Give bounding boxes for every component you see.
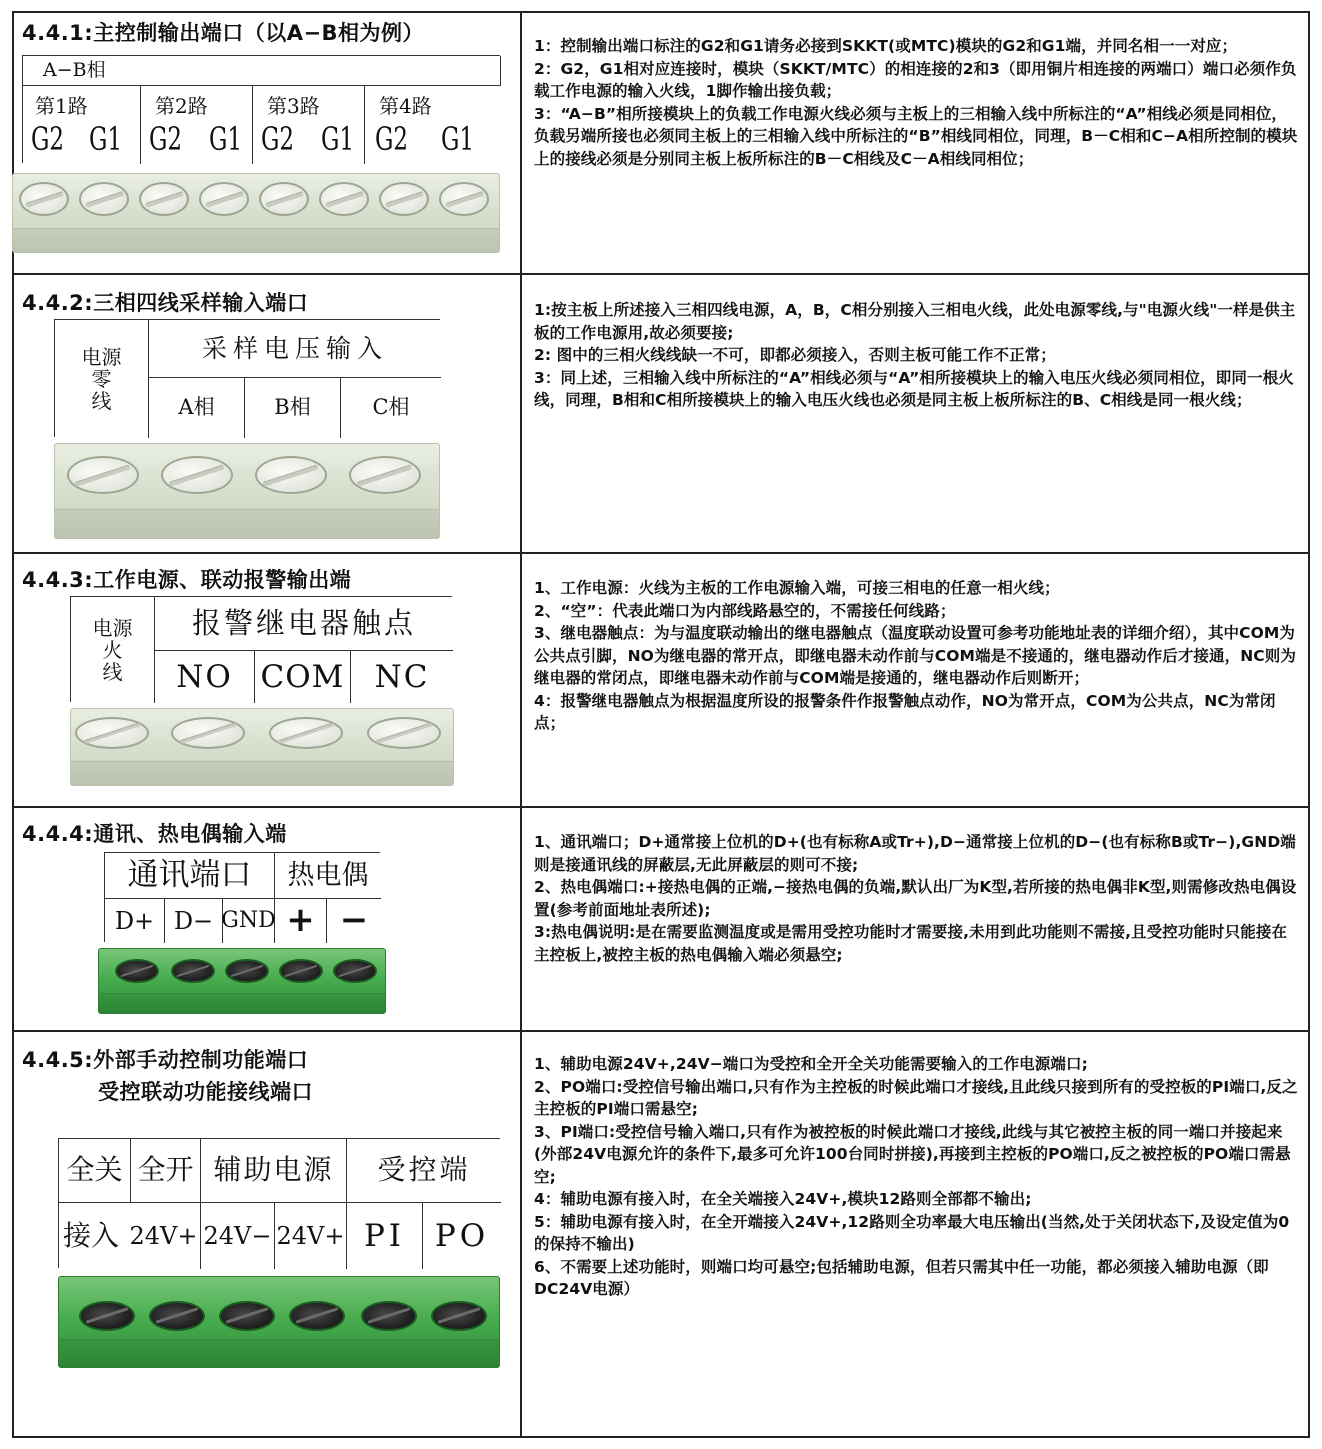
screw-icon	[161, 456, 233, 494]
group-label: 第3路	[267, 94, 320, 118]
screw-icon	[139, 182, 189, 216]
live-cell	[71, 597, 155, 703]
neutral-label: 零	[91, 367, 112, 391]
desc-paragraph: 2: 图中的三相火线线缺一不可，即都必须接入，否则主板可能工作不正常；	[534, 346, 1056, 364]
pin-24v-plus: 24V+	[127, 1203, 201, 1269]
screw-icon	[349, 456, 421, 494]
comm-pin-label: D−	[165, 899, 223, 943]
section-442-description	[522, 299, 1308, 549]
screw-icon	[367, 717, 441, 749]
screw-icon	[289, 1301, 345, 1331]
wiring-document	[12, 11, 1310, 1438]
screw-icon	[171, 717, 245, 749]
pin-po: PO	[434, 1217, 490, 1254]
pin-label: G1	[89, 120, 123, 158]
phase-label: B相	[245, 378, 341, 438]
section-444-description	[522, 831, 1308, 1029]
desc-paragraph: 2、“空”：代表此端口为内部线路悬空的，不需接任何线路；	[534, 601, 956, 620]
phase-label: C相	[372, 395, 410, 420]
screw-icon	[19, 182, 69, 216]
section-title: 4.4.3:工作电源、联动报警输出端	[22, 568, 352, 592]
output-label-table	[22, 55, 500, 163]
desc-paragraph: 6、不需要上述功能时，则端口均可悬空;包括辅助电源，但若只需其中任一功能，都必须接入辅助电源（即DC24V电源）	[534, 1257, 1269, 1298]
group-label: 第1路	[35, 94, 88, 118]
desc-paragraph: 2、热电偶端口:+接热电偶的正端,−接热电偶的负端,默认出厂为K型,若所接的热电偶非K型,则需修改热电偶设置(参考前面地址表所述);	[534, 878, 1297, 919]
desc-paragraph: 3：“A−B”相所接模块上的负载工作电源火线必须与主板上的三相输入线中所标注的“A”相线必须是同相位，负载另端所接也必须同主板上的三相输入线中所标注的“B”相线同相位，同理，B－C相和C−A相所控制的模块上的接线必须是分别同主板上板所标注的B－C相线及C－A相线同相位；	[534, 104, 1298, 168]
controlled-label: 受控端	[347, 1139, 501, 1203]
section-subtitle: 受控联动功能接线端口	[98, 1080, 313, 1104]
screw-icon	[219, 1301, 275, 1331]
desc-paragraph: 4：辅助电源有接入时，在全关端接入24V+,模块12路则全部都不输出;	[534, 1190, 1032, 1208]
screw-icon	[361, 1301, 417, 1331]
comm-pin-label: GND	[223, 899, 275, 943]
section-title: 4.4.4:通讯、热电偶输入端	[22, 822, 287, 846]
tc-header: 热电偶	[275, 853, 381, 899]
comm-header: 通讯端口	[105, 853, 275, 899]
section-441-left	[14, 13, 520, 273]
desc-paragraph: 2、PO端口:受控信号输出端口,只有作为主控板的时候此端口才接线,且此线只接到所有的受控板的PI端口,反之主控板的PI端口需悬空;	[534, 1077, 1298, 1118]
sampling-label-table	[54, 319, 440, 437]
contact-label: NC	[374, 658, 430, 695]
screw-icon	[225, 959, 269, 983]
screw-icon	[279, 959, 323, 983]
neutral-label: 电源	[81, 345, 122, 369]
screw-icon	[319, 182, 369, 216]
sampling-header: 采样电压输入	[149, 320, 441, 378]
section-444-left	[14, 808, 520, 1030]
aux-power-label: 辅助电源	[201, 1139, 347, 1203]
terminal-block-8	[12, 173, 500, 253]
section-title: 4.4.5:外部手动控制功能端口	[22, 1048, 309, 1072]
section-445-description	[522, 1053, 1308, 1433]
screw-icon	[259, 182, 309, 216]
section-442-left	[14, 275, 520, 552]
contact-label: NO	[155, 651, 255, 703]
screw-icon	[199, 182, 249, 216]
screw-icon	[115, 959, 159, 983]
pin-pi: PI	[347, 1203, 423, 1269]
screw-icon	[255, 456, 327, 494]
terminal-block-6	[58, 1276, 500, 1368]
neutral-label: 线	[91, 389, 112, 413]
pin-label: G2	[31, 120, 65, 158]
comm-pin-label: D+	[105, 899, 165, 943]
section-443-description	[522, 577, 1308, 805]
section-443-left	[14, 554, 520, 806]
live-label: 线	[102, 660, 123, 684]
screw-icon	[75, 717, 149, 749]
alarm-label-table	[70, 596, 452, 702]
pin-label: G1	[209, 120, 243, 158]
screw-icon	[171, 959, 215, 983]
pin-label: G2	[149, 120, 183, 158]
desc-paragraph: 1:按主板上所述接入三相四线电源，A，B，C相分别接入三相电火线，此处电源零线,与"电源火线"一样是供主板的工作电源用,故必须要接;	[534, 301, 1296, 342]
section-title: 4.4.2:三相四线采样输入端口	[22, 291, 309, 315]
screw-icon	[439, 182, 489, 216]
pin-label: G2	[261, 120, 295, 158]
section-441-description	[522, 35, 1308, 273]
desc-paragraph: 1、工作电源：火线为主板的工作电源输入端，可接三相电的任意一相火线；	[534, 579, 1060, 597]
pin-label: G1	[441, 120, 475, 158]
live-label: 电源	[92, 616, 133, 640]
section-445-left	[14, 1032, 520, 1438]
tc-pin-label: +	[275, 899, 327, 943]
screw-icon	[379, 182, 429, 216]
neutral-cell	[55, 320, 149, 438]
screw-icon	[333, 959, 377, 983]
pin-label: G1	[321, 120, 355, 158]
screw-icon	[431, 1301, 487, 1331]
live-label: 火	[102, 638, 123, 662]
phase-label: A相	[149, 378, 245, 438]
all-off-label: 全关	[59, 1139, 131, 1203]
desc-paragraph: 3、PI端口:受控信号输入端口,只有作为被控板的时候此端口才接线,此线与其它被控主板的同一端口并接起来(外部24V电源允许的条件下,最多可允许100台同时拼接),再接到主控板的PO端口,反之被控板的PO端口需悬空;	[534, 1122, 1291, 1186]
desc-paragraph: 3：同上述，三相输入线中所标注的“A”相线必须与“A”相所接模块上的输入电压火线必须同相位，即同一根火线，同理，B相和C相所接模块上的输入电压火线也必须是同主板上板所标注的B、C相线是同一根火线；	[534, 368, 1294, 409]
pin-24v-minus: 24V−	[201, 1203, 275, 1269]
control-label-table	[58, 1138, 500, 1268]
screw-icon	[67, 456, 139, 494]
pin-24v-plus: 24V+	[275, 1203, 347, 1269]
desc-paragraph: 3:热电偶说明:是在需要监测温度或是需用受控功能时才需要接,未用到此功能则不需接,且受控功能时只能接在主控板上,被控主板的热电偶输入端必须悬空;	[534, 923, 1288, 964]
input-label: 接入	[63, 1218, 120, 1252]
comm-label-table	[104, 852, 380, 942]
screw-icon	[269, 717, 343, 749]
desc-paragraph: 5：辅助电源有接入时，在全开端接入24V+,12路则全功率最大电压输出(当然,处于关闭状态下,及设定值为0的保持不输出)	[534, 1212, 1290, 1253]
group-label: 第2路	[155, 94, 208, 118]
screw-icon	[79, 1301, 135, 1331]
contact-label: COM	[255, 651, 351, 703]
terminal-block-4	[70, 708, 454, 786]
section-title: 4.4.1:主控制输出端口（以A−B相为例）	[22, 21, 425, 45]
relay-header: 报警继电器触点	[155, 597, 453, 651]
terminal-block-5	[98, 948, 386, 1014]
screw-icon	[149, 1301, 205, 1331]
desc-paragraph: 1、辅助电源24V+,24V−端口为受控和全开全关功能需要输入的工作电源端口;	[534, 1055, 1088, 1073]
terminal-block-4	[54, 443, 440, 539]
desc-paragraph: 4：报警继电器触点为根据温度所设的报警条件作报警触点动作，NO为常开点，COM为公共点，NC为常闭点；	[534, 691, 1276, 732]
pin-label: G2	[375, 120, 409, 158]
desc-paragraph: 3、继电器触点：为与温度联动输出的继电器触点（温度联动设置可参考功能地址表的详细介绍），其中COM为公共点引脚，NO为继电器的常开点，即继电器未动作前与COM端是不接通的，继电器动作后才接通，NC则为继电器的常闭点，即继电器未动作前与COM端是接通的，继电器动作后则断开；	[534, 624, 1296, 687]
tc-pin-label: −	[339, 900, 369, 941]
all-on-label: 全开	[131, 1139, 201, 1203]
phase-header: A−B相	[23, 56, 501, 86]
desc-paragraph: 1、通讯端口；D+通常接上位机的D+(也有标称A或Tr+),D−通常接上位机的D−(也有标称B或Tr−),GND端则是接通讯线的屏蔽层,无此屏蔽层的则可不接;	[534, 833, 1296, 874]
desc-paragraph: 2：G2，G1相对应连接时，模块（SKKT/MTC）的相连接的2和3（即用铜片相连接的两端口）端口必须作负载工作电源的输入火线，1脚作输出接负载；	[534, 59, 1297, 100]
group-label: 第4路	[379, 94, 432, 118]
desc-paragraph: 1：控制输出端口标注的G2和G1请务必接到SKKT(或MTC)模块的G2和G1端，并同名相一一对应；	[534, 37, 1238, 55]
screw-icon	[79, 182, 129, 216]
